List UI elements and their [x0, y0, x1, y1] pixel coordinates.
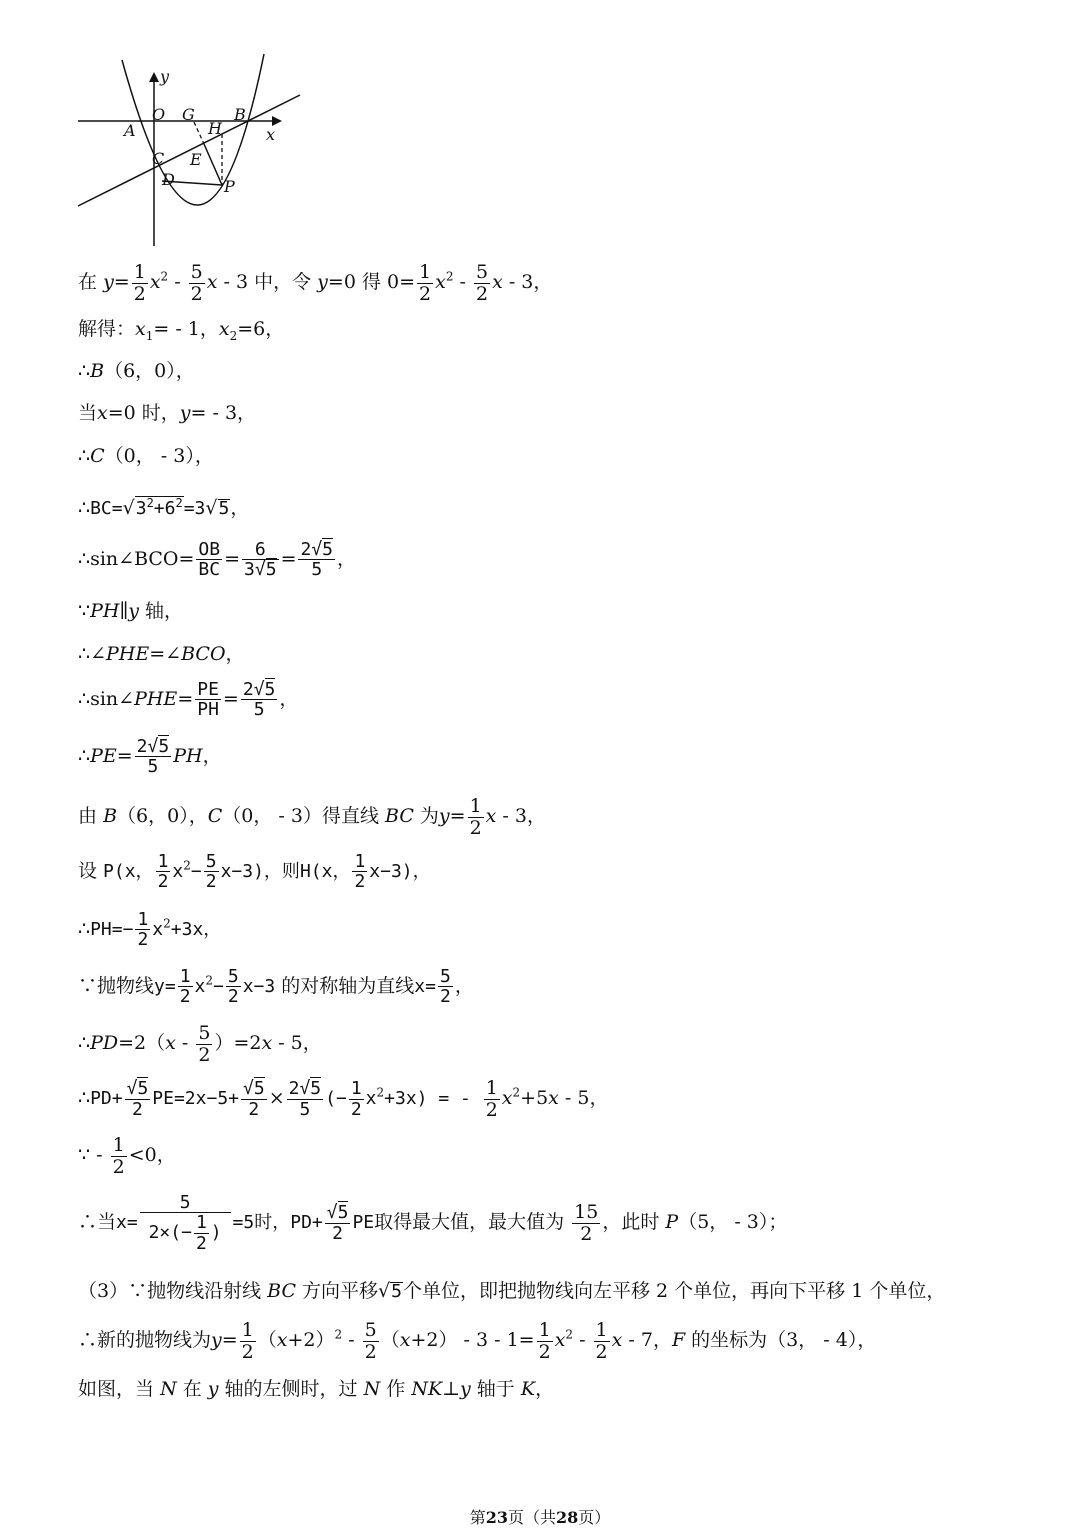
segment-ge — [194, 122, 204, 144]
line-20: （3）∵抛物线沿射线 BC 方向平移√5个单位，即把抛物线向左平移 2 个单位，再向下平移 1 个单位， — [78, 1280, 946, 1302]
line-16: ∴PD=2（x - $\frac{5}{2}$ ）=2x - 5， — [78, 1022, 322, 1066]
label-e: E — [190, 150, 202, 169]
label-c: C — [152, 149, 165, 168]
line-19: ∴当x= 5 2×(− $\frac{1}{2}$ ) =5时，PD+ $\frac{√5}{2}$ PE取得最大值，最大值为 $\frac{15}{2}$ ，此时 P（5， - 3）； — [78, 1192, 788, 1254]
line-11: ∴PE= $\frac{2√5}{5}$ PH， — [78, 736, 222, 778]
line-4: 当x=0 时，y= - 3， — [78, 402, 257, 424]
segment-ep — [204, 144, 222, 185]
label-h: H — [208, 119, 222, 138]
line-18: ∵ - $\frac{1}{2}$ <0， — [78, 1134, 176, 1178]
parabola-figure — [70, 48, 310, 255]
line-10: ∴sin∠PHE= $\frac{PE}{PH}$ = $\frac{2√5}{5}$ ， — [78, 679, 299, 721]
line-7: ∴sin∠BCO= $\frac{OB}{BC}$ = $\frac{6}{3√5}$ = $\frac{2√5}{5}$ ， — [78, 539, 357, 581]
label-x: x — [266, 125, 276, 144]
line-5: ∴C（0， - 3）， — [78, 445, 214, 467]
line-15: ∵抛物线y= $\frac{1}{2}$ $x^2-$ $\frac{5}{2}$ x−3 的对称轴为直线x= $\frac{5}{2}$ ， — [78, 966, 474, 1008]
label-p: P — [224, 177, 235, 196]
label-g: G — [182, 105, 195, 124]
line-17: ∴PD+ $\frac{√5}{2}$ PE=2x−5+ $\frac{√5}{2}$ × $\frac{2√5}{5}$ (− $\frac{1}{2}$ $x^2+3x$) = - $\frac{1}{2}$ $x^2+5x - 5$， — [78, 1077, 609, 1121]
line-14: ∴PH=− $\frac{1}{2}$ $x^2+3x$， — [78, 909, 222, 951]
line-22: 如图，当 N 在 y 轴的左侧时，过 N 作 NK⊥y 轴于 K， — [78, 1378, 555, 1400]
line-13: 设 P(x， $\frac{1}{2}$ $x^2-$ $\frac{5}{2}$ x−3)，则H(x， $\frac{1}{2}$ x−3)， — [78, 851, 431, 893]
line-21: ∴新的抛物线为y= $\frac{1}{2}$ $(x+2)^2$ - $\frac{5}{2}$ （x+2） - 3 - 1= $\frac{1}{2}$ $x^2$ - $\frac{1}{2}$ x - 7，F 的坐标为（3， - 4）， — [78, 1319, 877, 1363]
page-footer: 第23页（共28页） — [469, 1508, 611, 1527]
line-3: ∴B（6，0）， — [78, 360, 195, 382]
y-axis-arrow — [149, 72, 159, 82]
line-8: ∵PH∥y 轴， — [78, 600, 184, 622]
line-2: 解得：$x_1= - 1$，$x_2=6$， — [78, 318, 285, 343]
label-d: D — [162, 170, 175, 189]
label-y: y — [160, 67, 170, 86]
label-o: O — [152, 105, 166, 124]
label-a: A — [124, 121, 136, 140]
line-1: 在 y= $\frac{1}{2}$ $x^2$ - $\frac{5}{2}$ x - 3 中，令 y=0 得 0= $\frac{1}{2}$ $x^2$ - $\frac{5}{2}$ x - 3， — [78, 261, 553, 305]
parabola-diagram — [70, 48, 310, 250]
line-9: ∴∠PHE=∠BCO， — [78, 643, 245, 665]
label-b: B — [234, 105, 246, 124]
line-12: 由 B（6，0），C（0， - 3）得直线 BC 为y= $\frac{1}{2}$ x - 3， — [78, 795, 546, 839]
line-6: $\therefore BC=√3^2+6^2=3√5$， — [78, 496, 250, 519]
